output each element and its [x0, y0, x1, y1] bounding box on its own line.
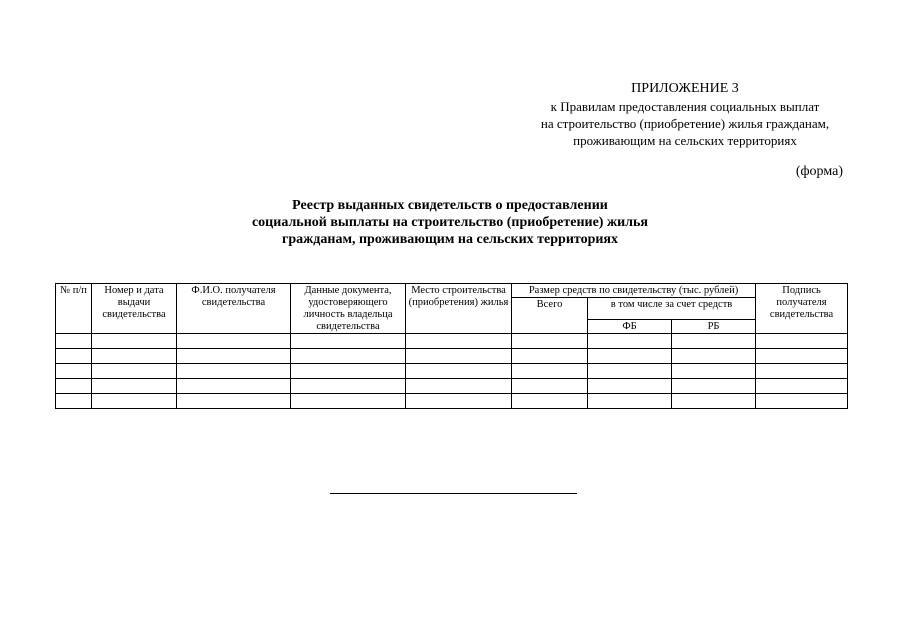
table-cell	[672, 379, 756, 394]
document-title	[150, 197, 750, 248]
header-rb: РБ	[672, 320, 756, 334]
table-cell	[56, 349, 92, 364]
table-cell	[92, 364, 177, 379]
table-row	[56, 349, 848, 364]
table-cell	[92, 394, 177, 409]
table-cell	[588, 379, 672, 394]
header-total: Всего	[512, 298, 588, 334]
title-line-3: гражданам, проживающим на сельских территориях	[282, 232, 618, 247]
table-row	[56, 379, 848, 394]
table-cell	[56, 379, 92, 394]
table-cell	[92, 379, 177, 394]
table-cell	[291, 364, 406, 379]
header-fb: ФБ	[588, 320, 672, 334]
registry-table	[55, 283, 848, 409]
form-label: (форма)	[795, 164, 843, 179]
table-cell	[512, 394, 588, 409]
table-cell	[756, 379, 848, 394]
table-cell	[512, 349, 588, 364]
table-cell	[406, 364, 512, 379]
table-cell	[56, 334, 92, 349]
table-cell	[177, 379, 291, 394]
appendix-line-2: на строительство (приобретение) жилья гражданам,	[540, 116, 830, 131]
table-cell	[756, 349, 848, 364]
table-cell	[588, 394, 672, 409]
table-row	[56, 364, 848, 379]
table-cell	[588, 364, 672, 379]
table-cell	[56, 394, 92, 409]
table-cell	[291, 349, 406, 364]
appendix-line-1: к Правилам предоставления социальных выплат	[550, 99, 820, 114]
table-cell	[406, 379, 512, 394]
table-cell	[756, 394, 848, 409]
table-cell	[177, 334, 291, 349]
header-cert-number-date: Номер и дата выдачи свидетельства	[92, 284, 177, 334]
title-line-1: Реестр выданных свидетельств о предоставлении	[292, 198, 608, 213]
header-recipient-name: Ф.И.О. получателя свидетельства	[177, 284, 291, 334]
table-cell	[672, 364, 756, 379]
table-cell	[291, 394, 406, 409]
header-num: № п/п	[56, 284, 92, 334]
table-cell	[406, 334, 512, 349]
table-cell	[177, 349, 291, 364]
table-row	[56, 394, 848, 409]
table-row	[56, 334, 848, 349]
table-cell	[672, 394, 756, 409]
table-cell	[291, 334, 406, 349]
table-cell	[672, 349, 756, 364]
header-place: Место строительства (приобретения) жилья	[406, 284, 512, 334]
appendix-heading: ПРИЛОЖЕНИЕ 3	[631, 81, 739, 96]
table-cell	[92, 349, 177, 364]
table-cell	[588, 334, 672, 349]
table-cell	[512, 364, 588, 379]
signature-line	[330, 493, 577, 494]
appendix-block	[520, 80, 850, 149]
appendix-line-3: проживающим на сельских территориях	[573, 133, 797, 148]
table-cell	[406, 394, 512, 409]
table-cell	[512, 379, 588, 394]
table-cell	[512, 334, 588, 349]
table-cell	[56, 364, 92, 379]
table-cell	[291, 379, 406, 394]
table-cell	[92, 334, 177, 349]
table-cell	[177, 364, 291, 379]
header-signature: Подпись получателя свидетельства	[756, 284, 848, 334]
table-cell	[756, 364, 848, 379]
header-amount: Размер средств по свидетельству (тыс. рублей)	[512, 284, 756, 298]
table-cell	[588, 349, 672, 364]
header-including: в том числе за счет средств	[588, 298, 756, 320]
table-cell	[756, 334, 848, 349]
table-cell	[672, 334, 756, 349]
title-line-2: социальной выплаты на строительство (приобретение) жилья	[251, 215, 649, 230]
registry-body	[56, 334, 848, 409]
header-document-data: Данные документа, удостоверяющего личность владельца свидетельства	[291, 284, 406, 334]
table-cell	[177, 394, 291, 409]
table-cell	[406, 349, 512, 364]
